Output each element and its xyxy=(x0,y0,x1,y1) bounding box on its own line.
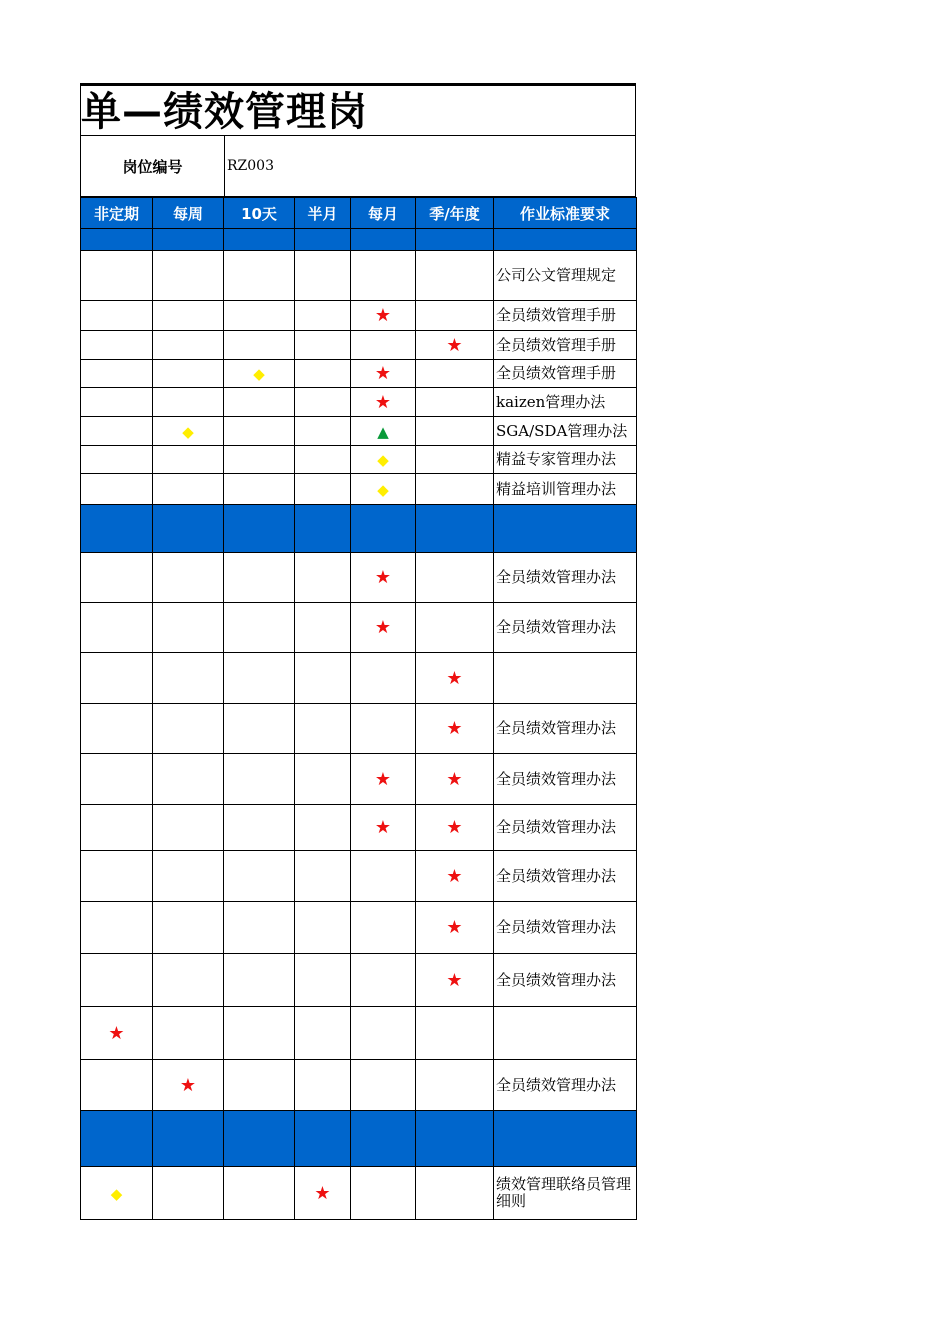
red-star-icon: ★ xyxy=(446,817,463,838)
cell-half-month xyxy=(295,301,351,331)
cell-half-month xyxy=(295,1167,351,1220)
cell-10-days xyxy=(224,805,295,851)
cell-10-days xyxy=(224,704,295,754)
cell-weekly xyxy=(153,1167,224,1220)
header-half-month: 半月 xyxy=(295,198,351,229)
cell-weekly xyxy=(153,553,224,603)
table-row xyxy=(81,360,637,388)
header-standard-requirement: 作业标准要求 xyxy=(494,198,637,229)
cell-irregular xyxy=(81,1167,153,1220)
cell-quarterly-yearly xyxy=(416,1167,494,1220)
cell-weekly xyxy=(153,754,224,805)
cell-irregular xyxy=(81,360,153,388)
section-cell xyxy=(494,1111,637,1167)
cell-monthly xyxy=(351,331,416,360)
cell-standard-requirement: 全员绩效管理办法 xyxy=(494,603,637,653)
table-row xyxy=(81,603,637,653)
header-quarterly-yearly: 季/年度 xyxy=(416,198,494,229)
table-row xyxy=(81,851,637,902)
cell-standard-requirement: 全员绩效管理手册 xyxy=(494,331,637,360)
cell-weekly xyxy=(153,954,224,1007)
cell-half-month xyxy=(295,754,351,805)
cell-10-days xyxy=(224,1060,295,1111)
section-cell xyxy=(295,1111,351,1167)
section-cell xyxy=(224,229,295,251)
table-row xyxy=(81,1007,637,1060)
cell-irregular xyxy=(81,603,153,653)
table-row xyxy=(81,251,637,301)
cell-irregular xyxy=(81,1007,153,1060)
section-cell xyxy=(494,505,637,553)
red-star-icon: ★ xyxy=(374,391,392,413)
red-star-icon: ★ xyxy=(374,305,392,326)
cell-weekly xyxy=(153,1007,224,1060)
cell-half-month xyxy=(295,603,351,653)
table-row xyxy=(81,704,637,754)
header-irregular: 非定期 xyxy=(81,198,153,229)
red-star-icon: ★ xyxy=(446,865,463,887)
table-row xyxy=(81,474,637,505)
cell-monthly xyxy=(351,704,416,754)
cell-irregular xyxy=(81,754,153,805)
cell-monthly xyxy=(351,603,416,653)
cell-monthly xyxy=(351,474,416,505)
table-row xyxy=(81,446,637,474)
header-monthly: 每月 xyxy=(351,198,416,229)
cell-standard-requirement: 全员绩效管理办法 xyxy=(494,805,637,851)
cell-weekly xyxy=(153,603,224,653)
red-star-icon: ★ xyxy=(446,917,463,938)
cell-standard-requirement: 全员绩效管理手册 xyxy=(494,360,637,388)
cell-monthly xyxy=(351,301,416,331)
cell-half-month xyxy=(295,1060,351,1111)
section-cell xyxy=(153,505,224,553)
cell-half-month xyxy=(295,360,351,388)
table-row xyxy=(81,805,637,851)
section-cell xyxy=(224,1111,295,1167)
cell-quarterly-yearly xyxy=(416,704,494,754)
cell-10-days xyxy=(224,754,295,805)
cell-weekly xyxy=(153,301,224,331)
cell-10-days xyxy=(224,474,295,505)
cell-quarterly-yearly xyxy=(416,653,494,704)
cell-half-month xyxy=(295,1007,351,1060)
cell-10-days xyxy=(224,446,295,474)
cell-quarterly-yearly xyxy=(416,603,494,653)
cell-irregular xyxy=(81,331,153,360)
position-value: RZ003 xyxy=(227,158,274,174)
cell-irregular xyxy=(81,474,153,505)
cell-quarterly-yearly xyxy=(416,805,494,851)
table-body xyxy=(81,229,637,1220)
section-header-row xyxy=(81,229,637,251)
section-cell xyxy=(494,229,637,251)
section-cell xyxy=(153,229,224,251)
section-header-row xyxy=(81,1111,637,1167)
cell-standard-requirement: 公司公文管理规定 xyxy=(494,251,637,301)
cell-monthly xyxy=(351,954,416,1007)
cell-half-month xyxy=(295,553,351,603)
section-cell xyxy=(295,505,351,553)
cell-quarterly-yearly xyxy=(416,754,494,805)
section-cell xyxy=(81,229,153,251)
cell-monthly xyxy=(351,851,416,902)
cell-half-month xyxy=(295,417,351,446)
cell-weekly xyxy=(153,653,224,704)
red-star-icon: ★ xyxy=(374,363,392,384)
cell-standard-requirement: 全员绩效管理办法 xyxy=(494,754,637,805)
red-star-icon: ★ xyxy=(108,1022,125,1044)
cell-quarterly-yearly xyxy=(416,851,494,902)
yellow-diamond-icon: ◆ xyxy=(182,422,194,441)
cell-irregular xyxy=(81,805,153,851)
cell-weekly xyxy=(153,446,224,474)
cell-10-days xyxy=(224,388,295,417)
cell-weekly xyxy=(153,1060,224,1111)
cell-irregular xyxy=(81,417,153,446)
header-row xyxy=(81,198,637,229)
table-row xyxy=(81,754,637,805)
red-star-icon: ★ xyxy=(446,768,463,790)
cell-standard-requirement xyxy=(494,1007,637,1060)
cell-irregular xyxy=(81,653,153,704)
cell-10-days xyxy=(224,902,295,954)
cell-standard-requirement: 全员绩效管理办法 xyxy=(494,902,637,954)
cell-10-days xyxy=(224,653,295,704)
cell-irregular xyxy=(81,388,153,417)
cell-irregular xyxy=(81,446,153,474)
cell-half-month xyxy=(295,388,351,417)
cell-10-days xyxy=(224,1007,295,1060)
cell-irregular xyxy=(81,1060,153,1111)
cell-weekly xyxy=(153,360,224,388)
cell-weekly xyxy=(153,704,224,754)
red-star-icon: ★ xyxy=(179,1074,197,1096)
cell-10-days xyxy=(224,1167,295,1220)
yellow-diamond-icon: ◆ xyxy=(110,1184,123,1203)
section-cell xyxy=(351,229,416,251)
cell-half-month xyxy=(295,653,351,704)
header-10-days: 10天 xyxy=(224,198,295,229)
cell-standard-requirement: 全员绩效管理办法 xyxy=(494,704,637,754)
cell-10-days xyxy=(224,603,295,653)
cell-quarterly-yearly xyxy=(416,251,494,301)
cell-weekly xyxy=(153,251,224,301)
red-star-icon: ★ xyxy=(314,1182,331,1204)
cell-weekly xyxy=(153,388,224,417)
cell-quarterly-yearly xyxy=(416,417,494,446)
cell-10-days xyxy=(224,954,295,1007)
cell-standard-requirement: 绩效管理联络员管理细则 xyxy=(494,1167,637,1220)
cell-quarterly-yearly xyxy=(416,301,494,331)
cell-10-days xyxy=(224,251,295,301)
red-star-icon: ★ xyxy=(446,718,463,739)
cell-monthly xyxy=(351,1167,416,1220)
cell-monthly xyxy=(351,446,416,474)
yellow-diamond-icon: ◆ xyxy=(377,480,389,499)
position-info-row xyxy=(80,136,636,197)
cell-monthly xyxy=(351,805,416,851)
cell-half-month xyxy=(295,474,351,505)
cell-quarterly-yearly xyxy=(416,1060,494,1111)
table-row xyxy=(81,388,637,417)
cell-monthly xyxy=(351,902,416,954)
cell-irregular xyxy=(81,902,153,954)
cell-weekly xyxy=(153,331,224,360)
cell-monthly xyxy=(351,754,416,805)
section-header-row xyxy=(81,505,637,553)
cell-standard-requirement: 全员绩效管理手册 xyxy=(494,301,637,331)
cell-10-days xyxy=(224,331,295,360)
red-star-icon: ★ xyxy=(446,667,463,689)
cell-quarterly-yearly xyxy=(416,902,494,954)
section-cell xyxy=(351,1111,416,1167)
cell-standard-requirement: 全员绩效管理办法 xyxy=(494,1060,637,1111)
table-row xyxy=(81,902,637,954)
header-weekly: 每周 xyxy=(153,198,224,229)
position-label: 岗位编号 xyxy=(81,136,225,196)
cell-half-month xyxy=(295,251,351,301)
yellow-diamond-icon: ◆ xyxy=(377,451,389,469)
cell-standard-requirement: 全员绩效管理办法 xyxy=(494,553,637,603)
section-cell xyxy=(81,1111,153,1167)
red-star-icon: ★ xyxy=(374,617,392,638)
cell-standard-requirement: 全员绩效管理办法 xyxy=(494,851,637,902)
cell-half-month xyxy=(295,446,351,474)
red-star-icon: ★ xyxy=(374,768,392,790)
cell-monthly xyxy=(351,1060,416,1111)
cell-weekly xyxy=(153,805,224,851)
section-cell xyxy=(416,229,494,251)
table-row xyxy=(81,1167,637,1220)
red-star-icon: ★ xyxy=(374,567,392,588)
cell-monthly xyxy=(351,388,416,417)
cell-standard-requirement xyxy=(494,653,637,704)
schedule-table xyxy=(80,197,637,1220)
section-cell xyxy=(81,505,153,553)
cell-irregular xyxy=(81,301,153,331)
section-cell xyxy=(416,505,494,553)
yellow-diamond-icon: ◆ xyxy=(253,365,265,383)
cell-monthly xyxy=(351,653,416,704)
cell-quarterly-yearly xyxy=(416,331,494,360)
section-cell xyxy=(416,1111,494,1167)
cell-quarterly-yearly xyxy=(416,1007,494,1060)
cell-irregular xyxy=(81,553,153,603)
table-row xyxy=(81,301,637,331)
cell-standard-requirement: SGA/SDA管理办法 xyxy=(494,417,637,446)
cell-monthly xyxy=(351,360,416,388)
table-row xyxy=(81,954,637,1007)
section-cell xyxy=(295,229,351,251)
cell-half-month xyxy=(295,954,351,1007)
section-cell xyxy=(224,505,295,553)
cell-half-month xyxy=(295,704,351,754)
cell-half-month xyxy=(295,805,351,851)
cell-weekly xyxy=(153,851,224,902)
cell-irregular xyxy=(81,704,153,754)
cell-weekly xyxy=(153,474,224,505)
section-cell xyxy=(351,505,416,553)
table-row xyxy=(81,653,637,704)
cell-half-month xyxy=(295,902,351,954)
cell-weekly xyxy=(153,417,224,446)
cell-quarterly-yearly xyxy=(416,360,494,388)
cell-irregular xyxy=(81,954,153,1007)
cell-weekly xyxy=(153,902,224,954)
cell-quarterly-yearly xyxy=(416,553,494,603)
cell-quarterly-yearly xyxy=(416,954,494,1007)
cell-standard-requirement: kaizen管理办法 xyxy=(494,388,637,417)
cell-irregular xyxy=(81,251,153,301)
red-star-icon: ★ xyxy=(446,334,463,356)
cell-monthly xyxy=(351,1007,416,1060)
red-star-icon: ★ xyxy=(446,969,463,991)
cell-quarterly-yearly xyxy=(416,388,494,417)
cell-standard-requirement: 全员绩效管理办法 xyxy=(494,954,637,1007)
cell-half-month xyxy=(295,331,351,360)
worksheet xyxy=(80,85,636,1220)
page-title: 单—绩效管理岗 xyxy=(81,89,368,135)
section-cell xyxy=(153,1111,224,1167)
cell-standard-requirement: 精益专家管理办法 xyxy=(494,446,637,474)
table-row xyxy=(81,553,637,603)
cell-quarterly-yearly xyxy=(416,474,494,505)
cell-monthly xyxy=(351,251,416,301)
table-row xyxy=(81,417,637,446)
cell-irregular xyxy=(81,851,153,902)
cell-monthly xyxy=(351,417,416,446)
cell-10-days xyxy=(224,360,295,388)
red-star-icon: ★ xyxy=(374,817,392,838)
table-row xyxy=(81,331,637,360)
cell-half-month xyxy=(295,851,351,902)
cell-10-days xyxy=(224,301,295,331)
cell-quarterly-yearly xyxy=(416,446,494,474)
cell-standard-requirement: 精益培训管理办法 xyxy=(494,474,637,505)
cell-10-days xyxy=(224,417,295,446)
cell-10-days xyxy=(224,851,295,902)
title-row xyxy=(80,85,636,136)
green-triangle-icon: ▲ xyxy=(377,422,389,441)
cell-10-days xyxy=(224,553,295,603)
cell-monthly xyxy=(351,553,416,603)
table-row xyxy=(81,1060,637,1111)
